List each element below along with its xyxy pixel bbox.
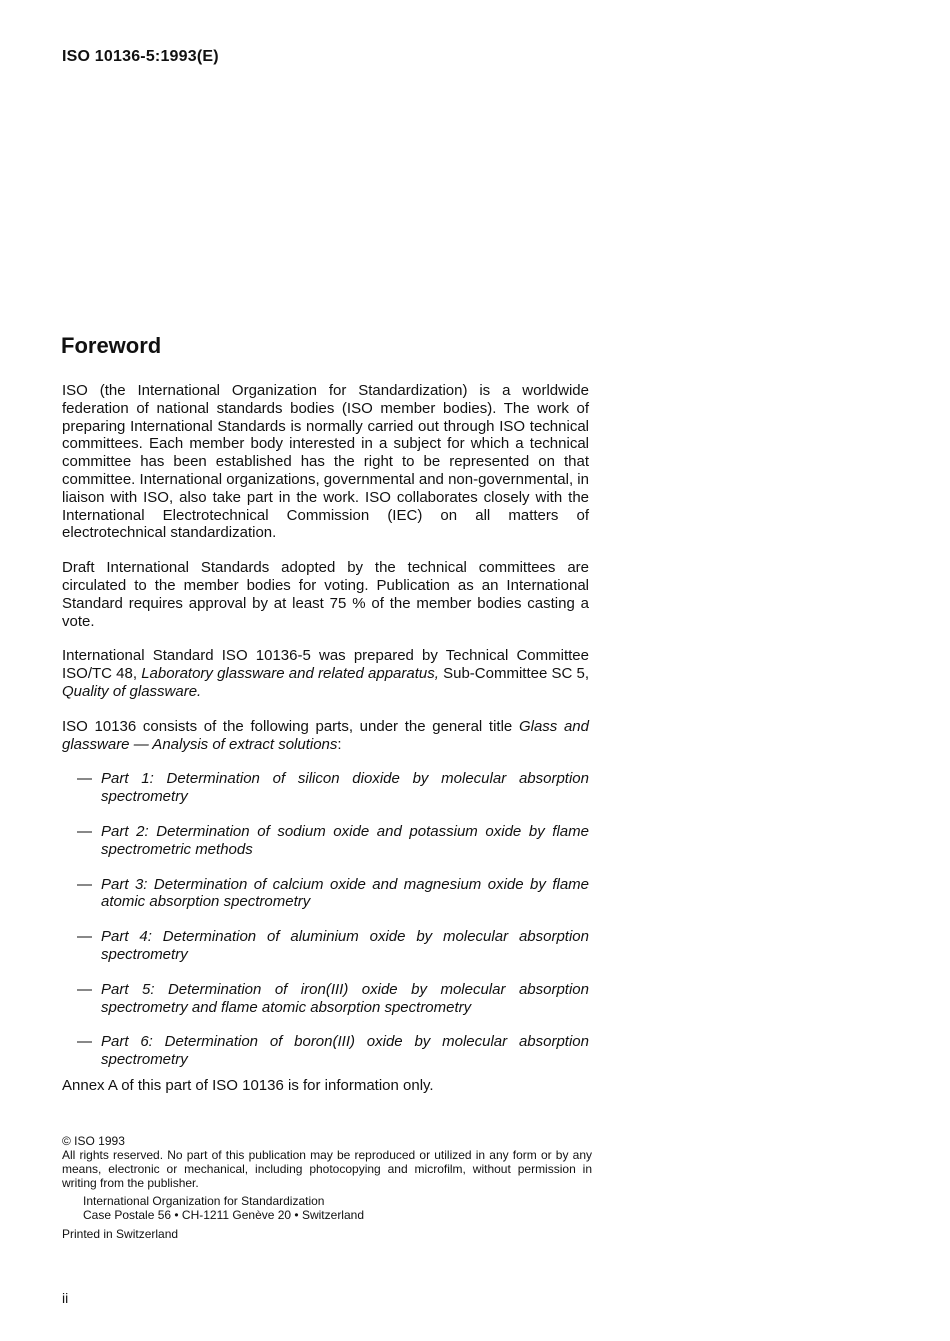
general-title: Glass and glassware — Analysis of extract solutions (62, 717, 589, 753)
preparation-text-c: Sub-Committee SC 5, (438, 665, 589, 683)
paragraph-preparation (62, 647, 589, 700)
page-number: ii (62, 1290, 69, 1306)
rights-statement: All rights reserved. No part of this publication may be reproduced or utilized in any form or by any means, electronic or mechanical, including photocopying and microfilm, without permission in writing from the publisher. (62, 1148, 592, 1190)
list-item (62, 928, 589, 964)
list-dash: — (77, 822, 92, 840)
parts-list (62, 770, 589, 1069)
parts-intro-colon: : (337, 735, 342, 753)
copyright-block (62, 1134, 592, 1241)
paragraph-draft-standards: Draft International Standards adopted by the technical committees are circulated to the member bodies for voting. Publication as an International Standard requires approval by at least 75 % of the member bodies casting a vote. (62, 559, 589, 630)
list-dash: — (77, 875, 92, 893)
part-title: Part 5: Determination of iron(III) oxide by molecular absorption spectrometry and flame atomic absorption spectrometry (101, 980, 589, 1016)
part-title: Part 2: Determination of sodium oxide and potassium oxide by flame spectrometric methods (101, 822, 589, 858)
preparation-text-a: International Standard ISO 10136-5 was prepared by Technical Committee ISO/TC 48, (62, 647, 589, 683)
list-dash: — (77, 980, 92, 998)
part-title: Part 1: Determination of silicon dioxide by molecular absorption spectrometry (101, 770, 589, 806)
list-item (62, 770, 589, 806)
copyright-line: © ISO 1993 (62, 1134, 125, 1148)
list-item (62, 981, 589, 1017)
annex-note: Annex A of this part of ISO 10136 is for information only. (62, 1076, 434, 1094)
printed-in: Printed in Switzerland (62, 1227, 179, 1241)
list-item (62, 823, 589, 859)
document-reference: ISO 10136-5:1993(E) (62, 48, 219, 65)
part-title: Part 4: Determination of aluminium oxide by molecular absorption spectrometry (101, 928, 589, 963)
publisher-postal: Case Postale 56 • CH-1211 Genève 20 • Switzerland (83, 1208, 364, 1222)
committee-title: Laboratory glassware and related apparatus, (141, 665, 439, 683)
part-title: Part 6: Determination of boron(III) oxide by molecular absorption spectrometry (101, 1033, 589, 1069)
list-item (62, 876, 589, 912)
list-dash: — (77, 770, 92, 788)
subcommittee-title: Quality of glassware. (62, 682, 202, 700)
list-dash: — (77, 928, 92, 946)
part-title: Part 3: Determination of calcium oxide and magnesium oxide by flame atomic absorption spectrometry (101, 875, 589, 911)
section-title: Foreword (61, 333, 162, 358)
parts-intro-text: ISO 10136 consists of the following parts, under the general title (62, 717, 519, 735)
paragraph-parts-intro (62, 718, 589, 754)
list-item (62, 1033, 589, 1069)
publisher-address (83, 1194, 592, 1222)
publisher-name: International Organization for Standardization (83, 1194, 325, 1208)
foreword-body (62, 382, 589, 1095)
list-dash: — (77, 1033, 92, 1051)
paragraph-iso-intro: ISO (the International Organization for Standardization) is a worldwide federation of national standards bodies (ISO member bodies). The work of preparing International Standards is normally carried out through ISO technical committees. Each member body interested in a subject for which a technical committee has been established has the right to be represented on that committee. International organizations, governmental and non-governmental, in liaison with ISO, also take part in the work. ISO collaborates closely with the International Electrotechnical Commission (IEC) on all matters of electrotechnical standardization. (62, 382, 589, 542)
